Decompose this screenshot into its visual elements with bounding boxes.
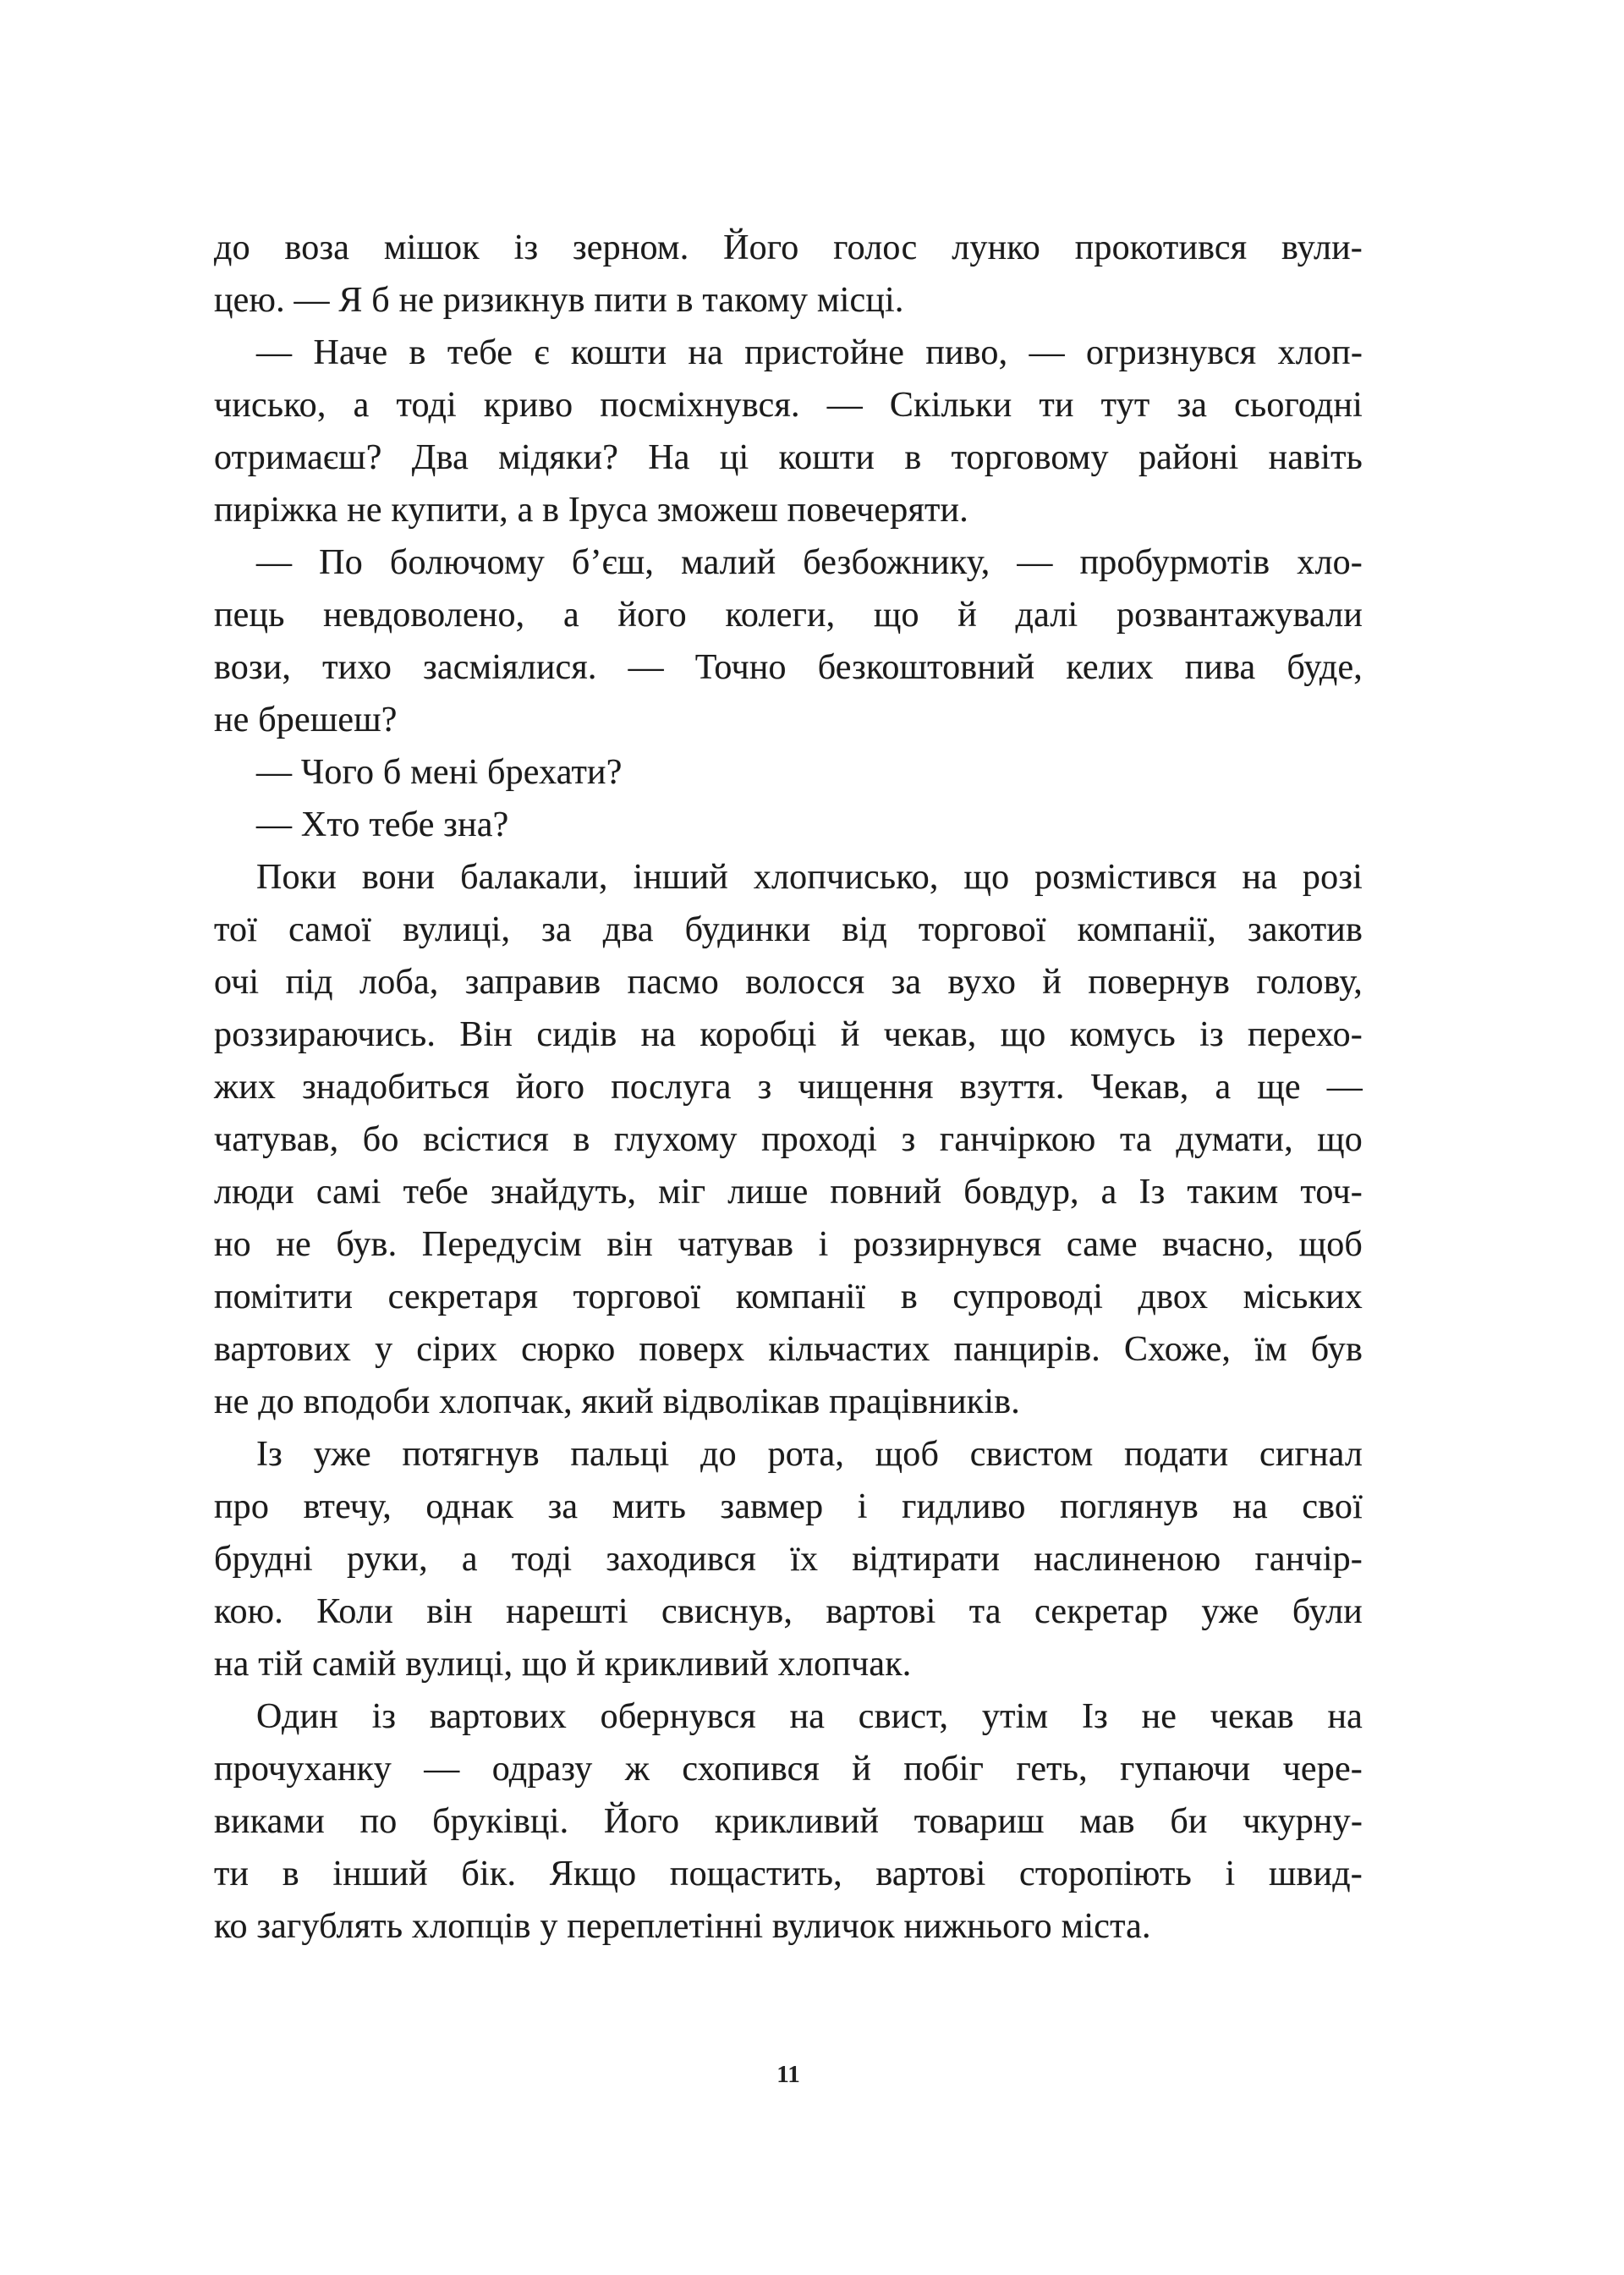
text-line: — По болючому б’єш, малий безбожнику, — пробурмотів хло- <box>256 543 1363 582</box>
text-line: вартових у сірих сюрко поверх кільчастих панцирів. Схоже, їм був <box>214 1330 1363 1369</box>
text-line: про втечу, однак за мить завмер і гидливо поглянув на свої <box>214 1487 1363 1526</box>
text-line: ти в інший бік. Якщо пощастить, вартові сторопіють і швид- <box>214 1855 1363 1893</box>
text-line: но не був. Передусім він чатував і роззирнувся саме вчасно, щоб <box>214 1225 1363 1264</box>
text-line: — Наче в тебе є кошти на пристойне пиво, — огризнувся хлоп- <box>256 333 1363 372</box>
text-line: виками по бруківці. Його крикливий товариш мав би чкурну- <box>214 1802 1363 1841</box>
text-line: не до вподоби хлопчак, який відволікав працівників. <box>214 1382 1020 1421</box>
text-line: люди самі тебе знайдуть, міг лише повний бовдур, а Із таким точ- <box>214 1173 1363 1212</box>
text-line: отримаєш? Два мідяки? На ці кошти в торговому районі навіть <box>214 438 1363 477</box>
text-line: не брешеш? <box>214 701 398 739</box>
page-number: 11 <box>776 2061 800 2088</box>
text-line: Один із вартових обернувся на свист, утім Із не чекав на <box>256 1697 1363 1736</box>
text-line: тої самої вулиці, за два будинки від торгової компанії, закотив <box>214 910 1363 949</box>
text-line: жих знадобиться його послуга з чищення взуття. Чекав, а ще — <box>214 1068 1363 1107</box>
text-line: Із уже потягнув пальці до рота, щоб свистом подати сигнал <box>256 1435 1363 1474</box>
text-line: помітити секретаря торгової компанії в супроводі двох міських <box>214 1278 1363 1316</box>
text-line: прочуханку — одразу ж схопився й побіг геть, гупаючи чере- <box>214 1750 1363 1789</box>
text-line: пиріжка не купити, а в Іруса зможеш повечеряти. <box>214 491 968 530</box>
text-line: цею. — Я б не ризикнув пити в такому місці. <box>214 281 904 320</box>
text-line: до воза мішок із зерном. Його голос лунко прокотився вули- <box>214 228 1363 267</box>
text-line: ко загублять хлопців у переплетінні вуличок нижнього міста. <box>214 1907 1151 1946</box>
text-line: — Хто тебе зна? <box>256 805 509 844</box>
text-line: кою. Коли він нарешті свиснув, вартові та секретар уже були <box>214 1592 1363 1631</box>
text-line: брудні руки, а тоді заходився їх відтирати наслиненою ганчір- <box>214 1540 1363 1579</box>
text-block <box>214 222 1363 1953</box>
text-line: Поки вони балакали, інший хлопчисько, що розмістився на розі <box>256 858 1363 897</box>
text-line: вози, тихо засміялися. — Точно безкоштовний келих пива буде, <box>214 648 1363 687</box>
text-line: — Чого б мені брехати? <box>256 753 623 792</box>
text-line: очі під лоба, заправив пасмо волосся за вухо й повернув голову, <box>214 963 1363 1002</box>
text-line: пець невдоволено, а його колеги, що й далі розвантажували <box>214 596 1363 635</box>
text-line: на тій самій вулиці, що й крикливий хлопчак. <box>214 1645 912 1684</box>
text-line: роззираючись. Він сидів на коробці й чекав, що комусь із перехо- <box>214 1015 1363 1054</box>
text-line: чисько, а тоді криво посміхнувся. — Скільки ти тут за сьогодні <box>214 386 1363 425</box>
text-line: чатував, бо всістися в глухому проході з ганчіркою та думати, що <box>214 1120 1363 1159</box>
